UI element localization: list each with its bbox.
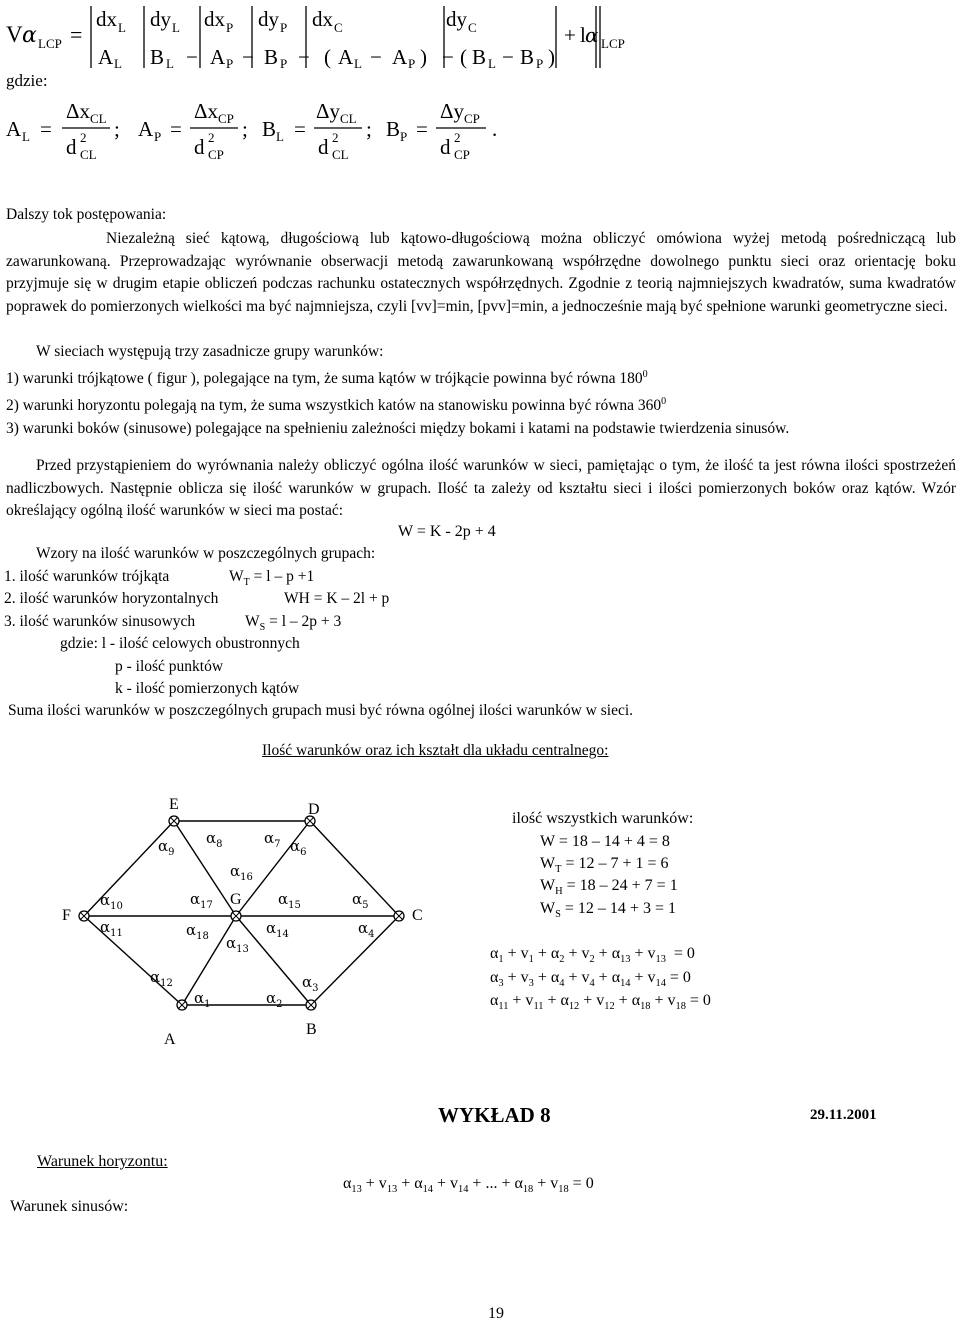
svg-text:=: = xyxy=(40,117,52,141)
page-number: 19 xyxy=(488,1305,504,1322)
para-3-text: Przed przystąpieniem do wyrównania należy obliczyć ogólna ilość warunków w sieci, pamiętając o tym, że ilość ta jest równa ilości spostrzeżeń nadliczbowych. Następnie oblicza się ilość warunków w grupach. Ilość ta zależy od kształtu sieci i ilości pomierzonych boków oraz kątów. Wzór określający ogólną ilość warunków w sieci ma postać: xyxy=(6,457,956,520)
point-label: C xyxy=(412,907,423,924)
para-1-text: Niezależną sieć kątową, długościową lub kątowo-długościową można obliczyć omówiona wyżej metodą pośredniczącą lub zawarunkowaną. Przeprowadzając wyrównanie obserwacji metodą zawarunkowaną współrzędne dowolnego punktu sieci oraz orientację boku przyjmuje się w drugim etapie obliczeń podczas rachunku ostatecznych współrzędnych. Zgodnie z teorią najmniejszych kwadratów, suma kwadratów poprawek do pomierzonych wielkości ma być najmniejsza, czyli [vv]=min, [pvv]=min, a jednocześnie mają być spełnione warunki geometryczne sieci. xyxy=(6,230,956,315)
svg-text:dy: dy xyxy=(150,7,171,31)
svg-text:α5: $\alpha_5$ xyxy=(352,890,369,911)
svg-text:;: ; xyxy=(114,117,120,141)
svg-text:=: = xyxy=(170,117,182,141)
svg-text:P: P xyxy=(280,20,288,35)
svg-text:A: A xyxy=(338,45,354,69)
svg-text:A: A xyxy=(138,117,154,141)
svg-text:): ) xyxy=(548,45,555,69)
right-block-title: ilość wszystkich warunków: xyxy=(512,810,694,827)
svg-text:): ) xyxy=(420,45,427,69)
svg-text:−: − xyxy=(186,45,198,69)
top-formula-svg xyxy=(4,4,644,70)
svg-text:dy: dy xyxy=(446,7,467,31)
para-2-text: W sieciach występują trzy zasadnicze grupy warunków: xyxy=(36,343,384,360)
svg-text:.: . xyxy=(492,117,498,141)
legend-1: gdzie: l - ilość celowych obustronnych xyxy=(60,635,300,652)
legend-2: p - ilość punktów xyxy=(115,658,224,675)
svg-text:2: 2 xyxy=(454,130,461,145)
svg-text:α18: $\alpha_{18}$ xyxy=(186,921,209,942)
network-svg xyxy=(56,790,436,1050)
svg-text:Δy: Δy xyxy=(440,99,465,123)
right-line-ws: $W_S = 12 - 14 + 3 = 1$ xyxy=(540,900,676,921)
svg-text:d: d xyxy=(318,135,329,159)
svg-text:d: d xyxy=(440,135,451,159)
top-formula xyxy=(4,4,644,70)
svg-text:CP: CP xyxy=(218,111,234,126)
eq-3: $\alpha_{11} + v_{11} + \alpha_{12} + v_{12} + \alpha_{18} + v_{18} = 0$ xyxy=(490,992,711,1013)
svg-text:P: P xyxy=(154,129,162,144)
svg-text:dx: dx xyxy=(204,7,225,31)
svg-text:A: A xyxy=(6,117,22,141)
svg-text:P: P xyxy=(400,129,408,144)
svg-text:CL: CL xyxy=(340,111,357,126)
w3-formula: $W_S = l - 2p + 3$ xyxy=(245,613,342,634)
w2-label: 2. ilość warunków horyzontalnych xyxy=(4,590,219,607)
svg-text:P: P xyxy=(280,56,288,70)
svg-text:α1: $\alpha_1$ xyxy=(194,989,211,1010)
point-label: E xyxy=(169,796,179,813)
fractions-line xyxy=(4,96,524,166)
suma-line: Suma ilości warunków w poszczególnych grupach musi być równa ogólnej ilości warunków w sieci. xyxy=(8,702,634,719)
main-formula: W = K - 2p + 4 xyxy=(398,523,496,540)
w3-label: 3. ilość warunków sinusowych xyxy=(4,613,196,630)
list-item: 2) warunki horyzontu polegają na tym, że suma wszystkich katów na stanowisku powinna być równa $360^0$ xyxy=(6,395,667,414)
point-label: G xyxy=(230,891,242,908)
svg-text:α: α xyxy=(585,23,599,47)
svg-text:B: B xyxy=(150,45,165,69)
svg-text:d: d xyxy=(194,135,205,159)
right-line-wt: $W_T = 12 - 7 + 1 = 6$ xyxy=(540,855,669,876)
svg-text:α15: $\alpha_{15}$ xyxy=(278,890,301,911)
svg-text:(: ( xyxy=(460,45,467,69)
svg-text:;: ; xyxy=(366,117,372,141)
wzory-label: Wzory na ilość warunków w poszczególnych grupach: xyxy=(36,545,376,562)
svg-text:B: B xyxy=(264,45,279,69)
warunek-horyzontu: Warunek horyzontu: xyxy=(37,1153,168,1170)
svg-text:d: d xyxy=(66,135,77,159)
svg-text:Δx: Δx xyxy=(66,99,91,123)
right-line-w: W = 18 – 14 + 4 = 8 xyxy=(540,833,670,850)
para-3 xyxy=(6,455,956,523)
point-label: B xyxy=(306,1021,317,1038)
svg-text:Δx: Δx xyxy=(194,99,219,123)
svg-text:CP: CP xyxy=(454,147,470,162)
svg-text:L: L xyxy=(488,56,496,70)
svg-text:=: = xyxy=(416,117,428,141)
network-diagram xyxy=(56,790,436,1050)
svg-text:L: L xyxy=(114,56,122,70)
svg-text:C: C xyxy=(468,20,477,35)
svg-text:CP: CP xyxy=(464,111,480,126)
svg-text:LCP: LCP xyxy=(38,36,62,51)
para-1 xyxy=(6,228,956,318)
svg-text:CL: CL xyxy=(332,147,349,162)
svg-text:L: L xyxy=(172,20,180,35)
svg-text:A: A xyxy=(98,45,114,69)
svg-text:l: l xyxy=(580,23,586,47)
point-label: D xyxy=(308,801,320,818)
svg-text:α: α xyxy=(22,23,37,48)
svg-text:α13: $\alpha_{13}$ xyxy=(226,934,249,955)
svg-text:=: = xyxy=(70,22,83,47)
svg-text:2: 2 xyxy=(208,130,215,145)
lecture-title: WYKŁAD 8 xyxy=(438,1103,551,1127)
svg-text:−: − xyxy=(502,45,514,69)
svg-text:α17: $\alpha_{17}$ xyxy=(190,890,213,911)
svg-text:−: − xyxy=(242,45,254,69)
svg-text:α2: $\alpha_2$ xyxy=(266,989,283,1010)
svg-text:L: L xyxy=(354,56,362,70)
svg-text:α4: $\alpha_4$ xyxy=(358,919,375,940)
svg-text:L: L xyxy=(22,129,30,144)
svg-text:B: B xyxy=(520,45,535,69)
svg-text:P: P xyxy=(536,56,544,70)
svg-text:α10: $\alpha_{10}$ xyxy=(100,891,123,912)
svg-text:dx: dx xyxy=(96,7,117,31)
svg-text:CL: CL xyxy=(80,147,97,162)
warunek-sinusow: Warunek sinusów: xyxy=(10,1198,129,1215)
point-label: F xyxy=(62,907,71,924)
w1-formula: $W_T = l - p +1$ xyxy=(229,568,315,589)
svg-text:2: 2 xyxy=(80,130,87,145)
svg-text:α9: $\alpha_9$ xyxy=(158,837,175,858)
svg-text:P: P xyxy=(408,56,416,70)
conditions-list xyxy=(6,364,956,440)
gdzie-label: gdzie: xyxy=(6,71,48,90)
svg-text:C: C xyxy=(334,20,343,35)
w1-label: 1. ilość warunków trójkąta xyxy=(4,568,170,585)
svg-text:α7: $\alpha_7$ xyxy=(264,829,281,850)
svg-text:+: + xyxy=(564,23,576,47)
legend-3: k - ilość pomierzonych kątów xyxy=(115,680,300,697)
right-line-wh: $W_H = 18 - 24 + 7 = 1$ xyxy=(540,877,678,898)
svg-text:L: L xyxy=(118,20,126,35)
svg-text:α12: $\alpha_{12}$ xyxy=(150,968,173,989)
svg-text:α3: $\alpha_3$ xyxy=(302,973,319,994)
svg-text:(: ( xyxy=(324,45,331,69)
fractions-svg xyxy=(4,96,524,166)
dalszy-tok: Dalszy tok postępowania: xyxy=(6,206,167,223)
svg-text:−: − xyxy=(370,45,382,69)
svg-text:α14: $\alpha_{14}$ xyxy=(266,919,289,940)
eq-1: $\alpha_1 + v_1 + \alpha_2 + v_2 + \alpha_{13} + v_{13} = 0$ xyxy=(490,945,695,966)
svg-text:−: − xyxy=(442,45,454,69)
para-2 xyxy=(36,341,936,364)
svg-text:V: V xyxy=(6,22,23,47)
svg-text:Δy: Δy xyxy=(316,99,341,123)
list-item: 1) warunki trójkątowe ( figur ), polegające na tym, że suma kątów w trójkącie powinna być równa $180^0$ xyxy=(6,369,648,388)
svg-text:α16: $\alpha_{16}$ xyxy=(230,862,253,883)
point-label: A xyxy=(164,1031,176,1048)
svg-text:L: L xyxy=(276,129,284,144)
svg-text:−: − xyxy=(298,45,310,69)
svg-text:CL: CL xyxy=(90,111,107,126)
eq-2: $\alpha_3 + v_3 + \alpha_4 + v_4 + \alpha_{14} + v_{14} = 0$ xyxy=(490,969,691,990)
svg-text:;: ; xyxy=(242,117,248,141)
lecture-date: 29.11.2001 xyxy=(810,1107,877,1123)
w2-formula: WH = K – 2l + p xyxy=(284,590,390,607)
svg-text:A: A xyxy=(392,45,408,69)
svg-text:dx: dx xyxy=(312,7,333,31)
svg-text:B: B xyxy=(472,45,487,69)
svg-text:α11: $\alpha_{11}$ xyxy=(100,918,123,939)
svg-text:α6: $\alpha_6$ xyxy=(290,837,307,858)
list-item: 3) warunki boków (sinusowe) polegające na spełnieniu zależności między bokami i katami na podstawie twierdzenia sinusów. xyxy=(6,419,790,437)
svg-text:A: A xyxy=(210,45,226,69)
svg-text:P: P xyxy=(226,20,234,35)
svg-text:CP: CP xyxy=(208,147,224,162)
svg-text:=: = xyxy=(294,117,306,141)
svg-text:B: B xyxy=(262,117,277,141)
svg-text:α8: $\alpha_8$ xyxy=(206,829,223,850)
svg-text:2: 2 xyxy=(332,130,339,145)
svg-text:P: P xyxy=(226,56,234,70)
svg-text:LCP: LCP xyxy=(601,36,625,51)
svg-text:dy: dy xyxy=(258,7,279,31)
horyzont-eq: $\alpha_{13} + v_{13} + \alpha_{14} + v_{14}$ + ... + $\alpha_{18} + v_{18} = 0$ xyxy=(343,1175,594,1196)
svg-text:B: B xyxy=(386,117,401,141)
svg-text:L: L xyxy=(166,56,174,70)
diagram-title: Ilość warunków oraz ich kształt dla układu centralnego: xyxy=(262,742,609,759)
